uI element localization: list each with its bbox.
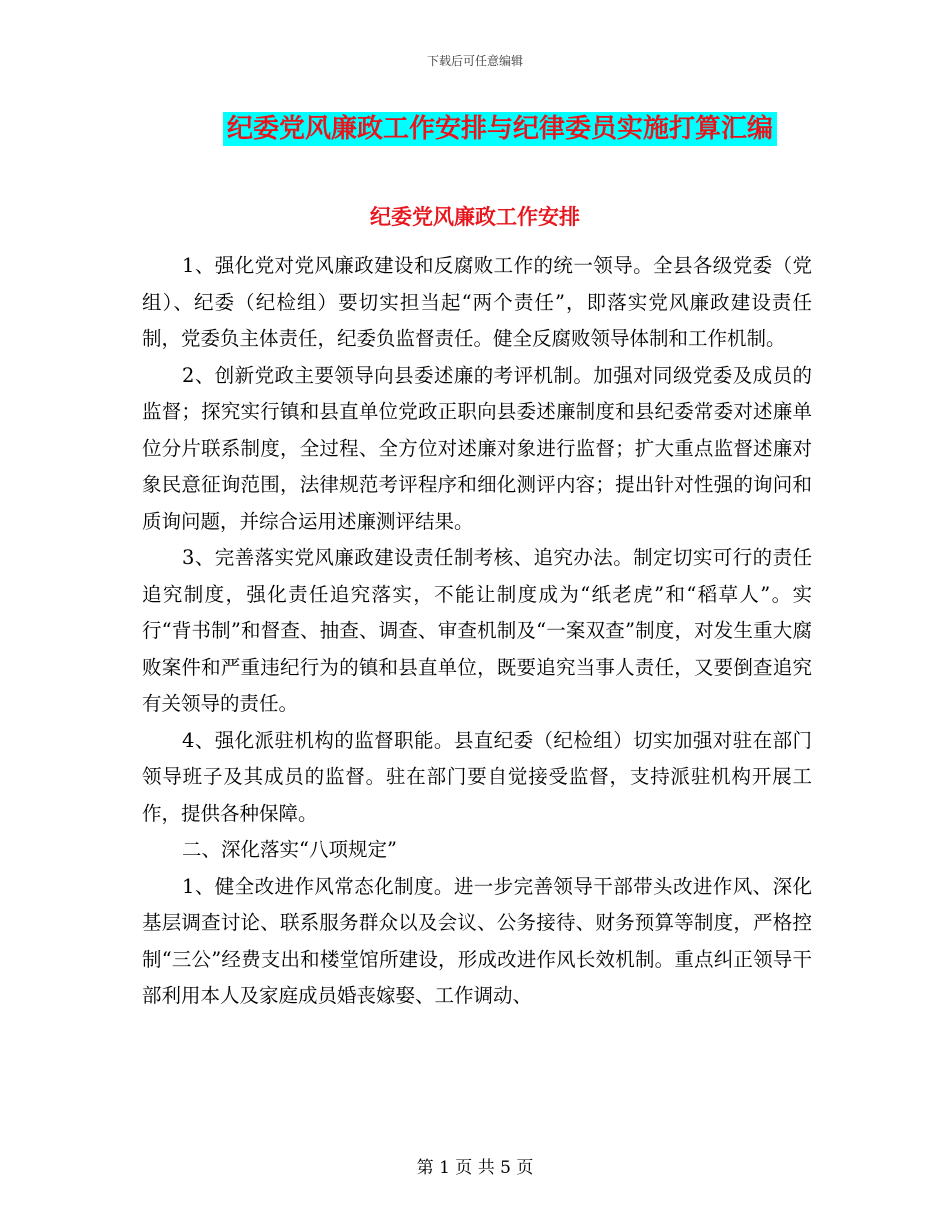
paragraph: 1、健全改进作风常态化制度。进一步完善领导干部带头改进作风、深化基层调查讨论、联系服务群众以及会议、公务接待、财务预算等制度，严格控制“三公”经费支出和楼堂馆所建设，形成改进作风长效机制。重点纠正领导干部利用本人及家庭成员婚丧嫁娶、工作调动、 (142, 874, 812, 1007)
paragraph: 1、强化党对党风廉政建设和反腐败工作的统一领导。全县各级党委（党组）、纪委（纪检组）要切实担当起“两个责任”，即落实党风廉政建设责任制，党委负主体责任，纪委负监督责任。健全反腐败领导体制和工作机制。 (142, 254, 812, 350)
page-number: 第 1 页 共 5 页 (416, 1158, 534, 1178)
main-title-wrap (0, 112, 950, 146)
paragraph: 4、强化派驻机构的监督职能。县直纪委（纪检组）切实加强对驻在部门领导班子及其成员的监督。驻在部门要自觉接受监督，支持派驻机构开展工作，提供各种保障。 (142, 728, 812, 825)
paragraph: 3、完善落实党风廉政建设责任制考核、追究办法。制定切实可行的责任追究制度，强化责任追究落实，不能让制度成为“纸老虎”和“稻草人”。实行“背书制”和督查、抽查、调查、审查机制及“一案双查”制度，对发生重大腐败案件和严重违纪行为的镇和县直单位，既要追究当事人责任，又要倒查追究有关领导的责任。 (142, 546, 812, 715)
section-heading: 二、深化落实“八项规定” (182, 838, 397, 861)
document-body (142, 248, 812, 1015)
main-title: 纪委党风廉政工作安排与纪律委员实施打算汇编 (223, 112, 777, 146)
paragraph: 2、创新党政主要领导向县委述廉的考评机制。加强对同级党委及成员的监督；探究实行镇和县直单位党政正职向县委述廉制度和县纪委常委对述廉单位分片联系制度，全过程、全方位对述廉对象进行监督；扩大重点监督述廉对象民意征询范围，法律规范考评程序和细化测评内容；提出针对性强的询问和质询问题，并综合运用述廉测评结果。 (142, 363, 812, 533)
section-title: 纪委党风廉政工作安排 (370, 204, 580, 229)
header-note: 下载后可任意编辑 (426, 54, 523, 68)
